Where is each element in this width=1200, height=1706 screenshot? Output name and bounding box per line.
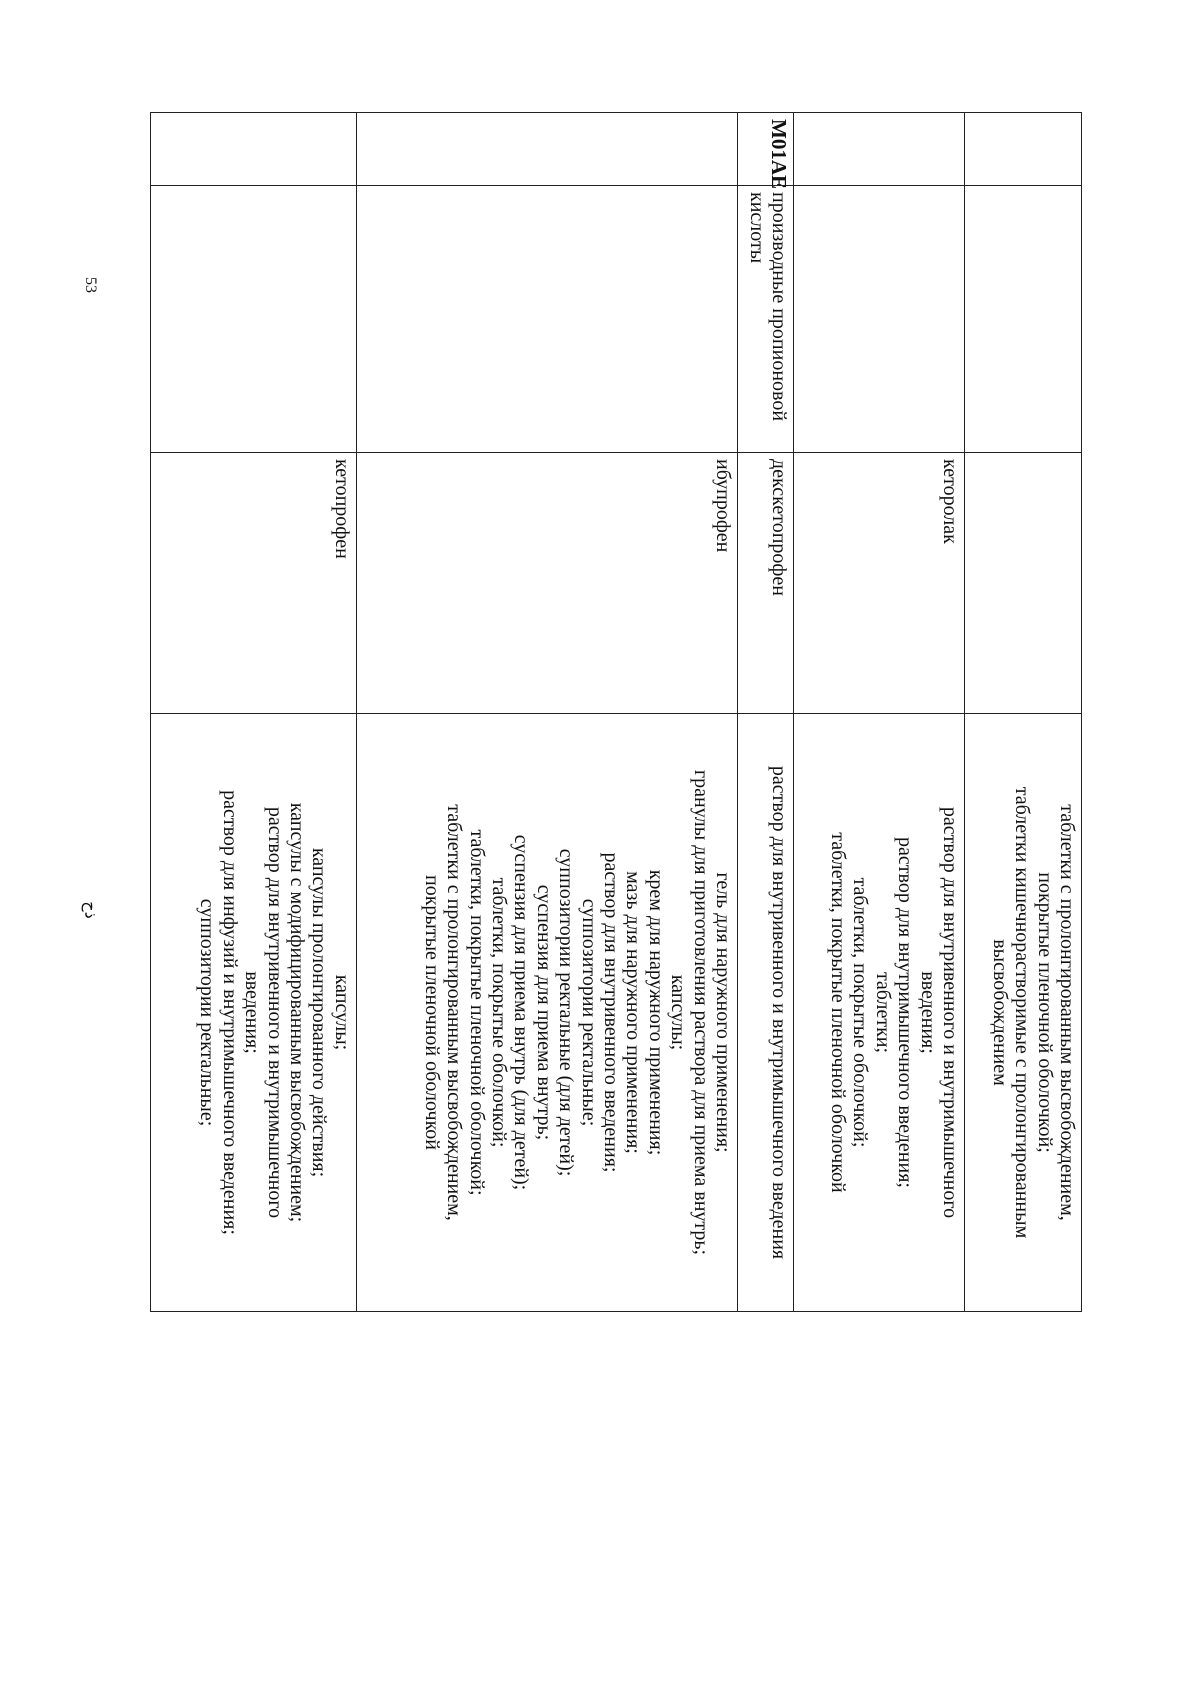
form-line: капсулы; bbox=[667, 974, 690, 1051]
form-line: таблетки, покрытые оболочкой; bbox=[488, 877, 511, 1148]
form-line: капсулы; bbox=[330, 974, 353, 1051]
form-line: введения; bbox=[241, 971, 264, 1054]
form-line: раствор для внутривенного и внутримышечного введения bbox=[767, 765, 790, 1260]
form-line: крем для наружного применения; bbox=[644, 869, 667, 1156]
atc-code-cell bbox=[965, 113, 1082, 186]
form-line: таблетки; bbox=[871, 971, 894, 1054]
form-line: гель для наружного применения; bbox=[711, 872, 734, 1153]
forms-cell bbox=[151, 714, 357, 1312]
rotated-table-container bbox=[150, 112, 1082, 1312]
form-line: суппозитории ректальные; bbox=[196, 898, 219, 1127]
form-line: капсулы с модифицированным высвобождением; bbox=[285, 802, 308, 1223]
form-line: раствор для внутривенного и внутримышечного bbox=[939, 806, 962, 1219]
drug-table-body bbox=[151, 113, 1082, 1312]
class-cell bbox=[793, 186, 964, 453]
inn-cell bbox=[965, 453, 1082, 714]
form-line: раствор для инфузий и внутримышечного введения; bbox=[218, 790, 241, 1235]
inn-cell: кетопрофен bbox=[151, 453, 357, 714]
forms-cell bbox=[965, 714, 1082, 1312]
form-line: таблетки с пролонгированным высвобождением, bbox=[1056, 804, 1078, 1221]
atc-code-cell: M01AE bbox=[737, 113, 793, 186]
form-line: таблетки, покрытые пленочной оболочкой; bbox=[465, 829, 488, 1196]
form-line: раствор для внутривенного введения; bbox=[599, 852, 622, 1173]
form-line: покрытые пленочной оболочкой; bbox=[1033, 872, 1056, 1153]
form-line: таблетки, покрытые пленочной оболочкой bbox=[827, 832, 850, 1193]
drug-table bbox=[150, 112, 1082, 1312]
form-line: покрытые пленочной оболочкой bbox=[420, 875, 443, 1150]
form-line: таблетки кишечнорастворимые с пролонгированным bbox=[1011, 786, 1034, 1239]
table-row bbox=[356, 113, 737, 1312]
form-line: суппозитории ректальные (для детей); bbox=[555, 848, 578, 1177]
form-line: суспензия для приема внутрь (для детей); bbox=[510, 834, 533, 1191]
form-line: таблетки с пролонгированным высвобождением, bbox=[443, 804, 466, 1221]
form-line: суппозитории ректальные; bbox=[577, 898, 600, 1127]
class-cell bbox=[356, 186, 737, 453]
atc-code-cell bbox=[151, 113, 357, 186]
table-row bbox=[151, 113, 357, 1312]
table-row bbox=[965, 113, 1082, 1312]
form-line: введения; bbox=[916, 971, 939, 1054]
marginal-mark: ذح bbox=[81, 901, 99, 919]
form-line: таблетки, покрытые оболочкой; bbox=[849, 877, 872, 1148]
table-row bbox=[793, 113, 964, 1312]
form-line: капсулы пролонгированного действия; bbox=[308, 847, 331, 1178]
class-cell bbox=[151, 186, 357, 453]
atc-code-cell bbox=[356, 113, 737, 186]
table-row bbox=[737, 113, 793, 1312]
form-line: раствор для внутривенного и внутримышечного bbox=[263, 806, 286, 1219]
form-line: суспензия для приема внутрь; bbox=[532, 884, 555, 1141]
page-number: 53 bbox=[82, 277, 99, 293]
form-line: мазь для наружного применения; bbox=[622, 871, 645, 1154]
forms-cell bbox=[737, 714, 793, 1312]
atc-code-cell bbox=[793, 113, 964, 186]
form-line: гранулы для приготовления раствора для приема внутрь; bbox=[689, 769, 712, 1256]
class-cell bbox=[965, 186, 1082, 453]
inn-cell: декскетопрофен bbox=[737, 453, 793, 714]
inn-cell: кеторолак bbox=[793, 453, 964, 714]
form-line: высвобождением bbox=[988, 939, 1011, 1086]
forms-cell bbox=[356, 714, 737, 1312]
inn-cell: ибупрофен bbox=[356, 453, 737, 714]
form-line: раствор для внутримышечного введения; bbox=[894, 837, 917, 1188]
class-cell: производные пропионовой кислоты bbox=[737, 186, 793, 453]
forms-cell bbox=[793, 714, 964, 1312]
